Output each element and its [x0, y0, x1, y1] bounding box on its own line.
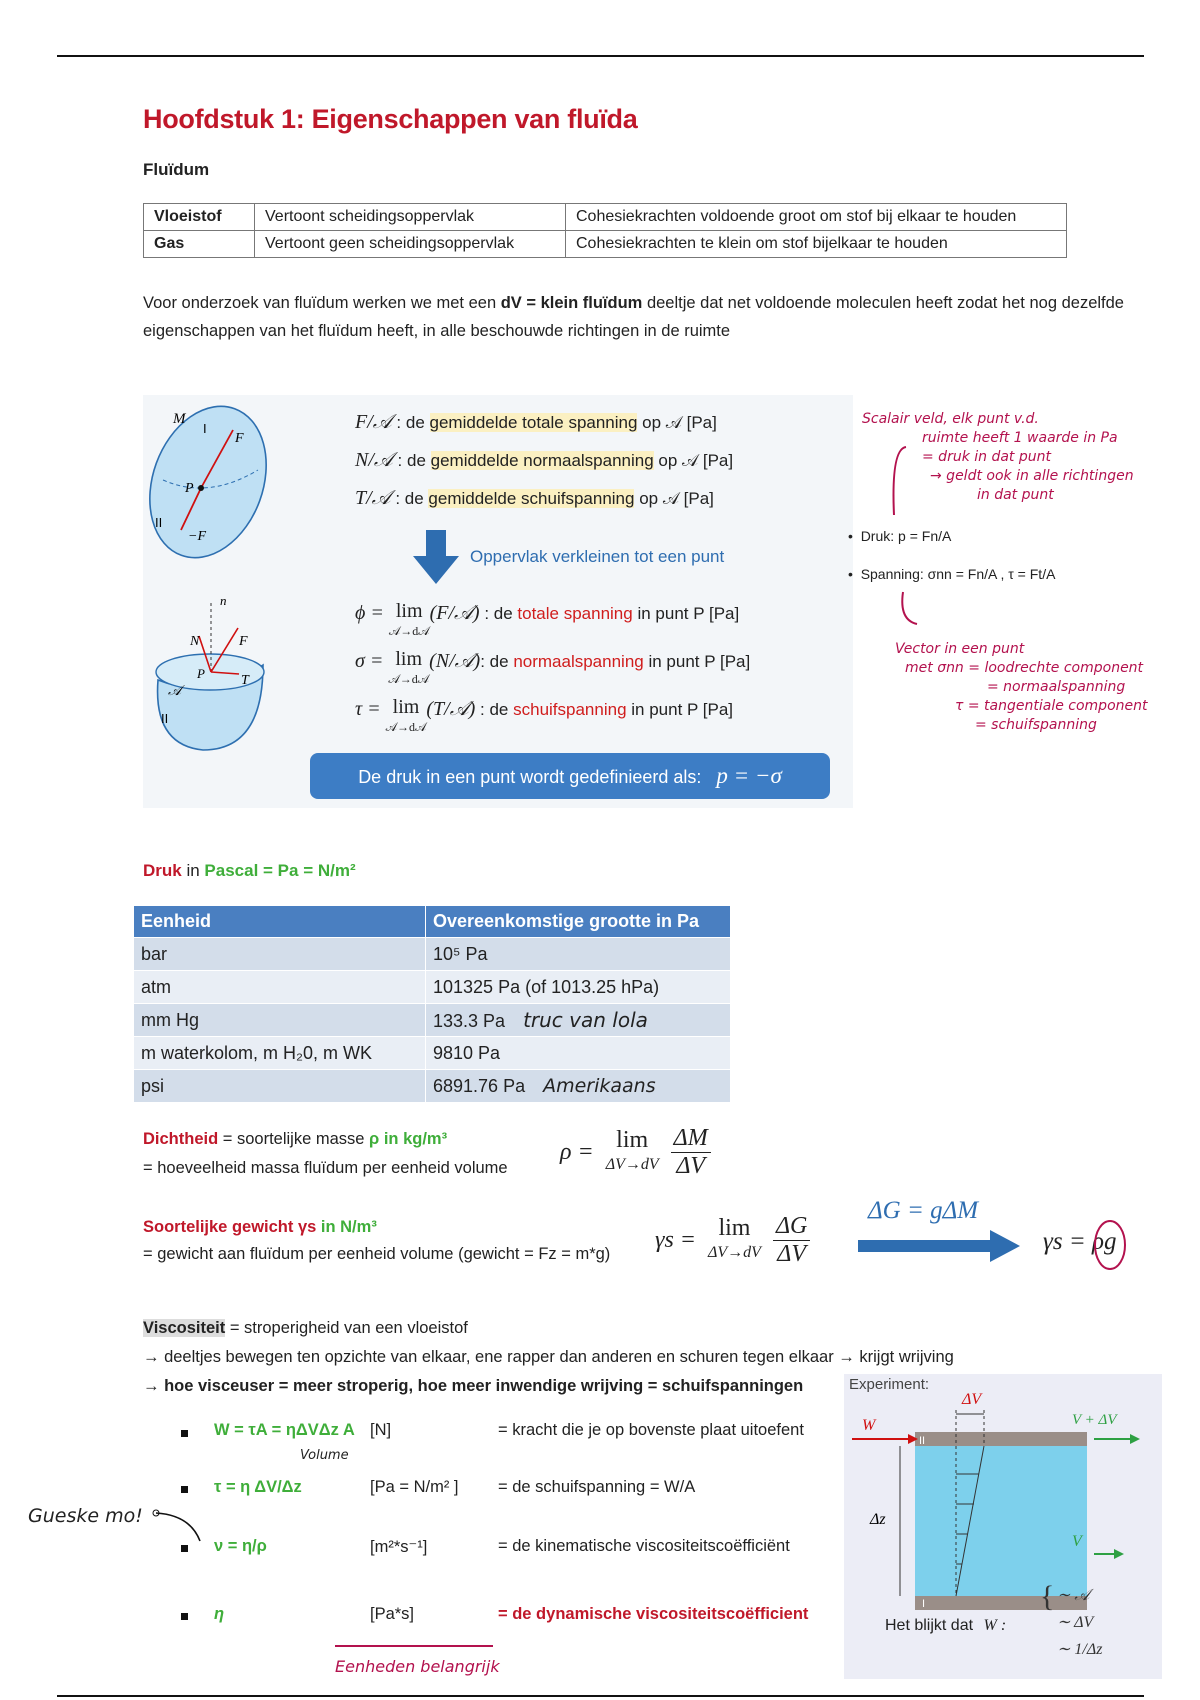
intro-paragraph [143, 289, 1153, 345]
table-cell: Cohesiekrachten te klein om stof bijelkaar te houden [566, 231, 1067, 258]
unit-cell: m waterkolom, m H₂0, m WK [134, 1037, 426, 1070]
label-plate-I: I [922, 1598, 926, 1610]
value-cell [426, 1037, 731, 1070]
unit-cell: bar [134, 938, 426, 971]
handwritten-annotation: truc van lola [523, 1008, 648, 1032]
bullet-icon [181, 1430, 188, 1437]
chapter-title: Hoofdstuk 1: Eigenschappen van fluïda [143, 104, 638, 134]
viscosity-desc-tau: = de schuifspanning = W/A [498, 1478, 696, 1496]
value-text: 101325 Pa (of 1013.25 hPa) [433, 976, 660, 997]
viscosity-desc-nu: = de kinematische viscositeitscoëfficiënt [498, 1537, 790, 1555]
density-formula [560, 1125, 711, 1180]
handwritten-note-vector [895, 640, 1165, 735]
highlight-text: gemiddelde normaalspanning [430, 451, 654, 470]
lim-subscript: ΔV→dV [605, 1156, 659, 1173]
label-minusF: −F [188, 529, 206, 544]
pressure-heading [143, 861, 356, 881]
viscosity-formula-W: W = τA = ηΔVΔz A [214, 1421, 355, 1439]
text: op 𝒜 [Pa] [653, 451, 734, 470]
label-II: II [155, 515, 163, 530]
viscosity-def: = stroperigheid van een vloeistof [225, 1319, 468, 1337]
highlight-text: gemiddelde totale spanning [429, 413, 638, 432]
highlight-text: gemiddelde schuifspanning [428, 489, 635, 508]
formula-symbol: τ = [355, 698, 381, 720]
fluid-table [143, 203, 1067, 258]
fraction-denominator: ΔV [777, 1241, 807, 1267]
red-text: schuifspanning [513, 700, 627, 719]
note-line: Vector in een punt [895, 641, 1025, 657]
note-line: = druk in dat punt [922, 449, 1051, 465]
intro-bold: dV = klein fluïdum [500, 294, 643, 312]
formula-arg: (T/𝒜) [426, 698, 476, 720]
label-M: M [173, 411, 186, 427]
value-cell [426, 1070, 731, 1103]
experiment-conditions [1057, 1582, 1102, 1663]
text: in punt P [Pa] [626, 700, 734, 719]
viscosity-label: Viscositeit [143, 1319, 226, 1337]
value-text: 133.3 Pa [433, 1011, 506, 1031]
text: : de [480, 652, 514, 671]
lim-text: lim [392, 696, 420, 718]
label-plate-II: II [919, 1435, 926, 1447]
density-unit: ρ in kg/m³ [369, 1130, 448, 1148]
intro-text: Voor onderzoek van fluïdum werken we met een [143, 294, 501, 312]
viscosity-formula-tau: τ = η ΔV/Δz [214, 1478, 302, 1496]
value-cell [426, 1004, 731, 1037]
note-line: = schuifspanning [975, 717, 1097, 733]
viscosity-desc-eta: = de dynamische viscositeitscoëfficient [498, 1605, 809, 1623]
note-line: met σnn = loodrechte component [905, 660, 1144, 676]
label-n: n [220, 593, 227, 608]
handwritten-curve [895, 590, 925, 630]
formula-symbol: ϕ = [355, 602, 384, 624]
unit-cell: mm Hg [134, 1004, 426, 1037]
label-II-bottom: II [161, 711, 169, 726]
viscosity-formula-eta: η [214, 1605, 225, 1623]
table-header-row [134, 906, 731, 938]
value-text: 9810 Pa [433, 1042, 501, 1063]
column-header: Eenheid [134, 906, 426, 938]
formula-symbol: F/𝒜 [355, 411, 392, 433]
lim-subscript: ΔV→dV [708, 1244, 761, 1261]
label-W: W [862, 1417, 876, 1434]
viscosity-unit-W: [N] [370, 1421, 392, 1439]
avg-stress-line [355, 411, 717, 434]
bullet-text: Spanning: σnn = Fn/A , τ = Ft/A [860, 566, 1056, 582]
experiment-title: Experiment: [849, 1376, 930, 1393]
lim-text: lim [395, 600, 423, 622]
label-dz: Δz [870, 1511, 886, 1528]
label-F2: F [239, 634, 248, 649]
pressure-definition-banner [310, 753, 830, 799]
handwritten-underline [335, 1643, 495, 1649]
lim-subscript: 𝒜→d𝒜 [385, 720, 427, 734]
value-cell [426, 971, 731, 1004]
label-A: 𝒜 [168, 684, 182, 699]
table-row [144, 231, 1067, 258]
specific-weight-unit: in N/m³ [316, 1218, 377, 1236]
experiment-result-label [885, 1617, 1006, 1635]
text: : de [390, 489, 429, 508]
label-I: I [203, 421, 207, 436]
note-line: in dat punt [977, 487, 1054, 503]
text: : de [475, 700, 514, 719]
formula-lhs: ρ = [560, 1139, 594, 1165]
label-F: F [235, 431, 244, 446]
avg-shear-line [355, 487, 714, 510]
bullet-druk: • Druk: p = Fn/A [848, 528, 952, 544]
label-N: N [190, 634, 200, 649]
label-V: V [1072, 1533, 1082, 1550]
surface-diagram [143, 400, 283, 760]
specific-weight-formula [655, 1213, 810, 1268]
viscosity-desc-W: = kracht die je op bovenste plaat uitoefent [498, 1421, 804, 1439]
limit-normal-stress [355, 650, 750, 688]
specific-weight-result: γs = ρg [1043, 1228, 1117, 1255]
table-row [134, 938, 731, 971]
label-dV: ΔV [962, 1391, 982, 1408]
unit-cell: atm [134, 971, 426, 1004]
label-T: T [241, 673, 249, 688]
fraction-numerator: ΔG [773, 1213, 810, 1241]
value-cell [426, 938, 731, 971]
fraction-denominator: ΔV [676, 1153, 706, 1179]
lim-subscript: 𝒜→d𝒜 [388, 672, 430, 686]
avg-normal-line [355, 449, 733, 472]
right-arrow-icon [858, 1230, 1020, 1262]
pressure-units-table [133, 905, 731, 1103]
text: in punt P [Pa] [643, 652, 751, 671]
density-description: = hoeveelheid massa fluïdum per eenheid volume [143, 1159, 508, 1177]
table-cell: Vertoont geen scheidingsoppervlak [255, 231, 566, 258]
arrow-caption: Oppervlak verkleinen tot een punt [470, 547, 725, 566]
bottom-rule [57, 1695, 1144, 1697]
label-P2: P [197, 666, 205, 681]
text: : de [391, 413, 430, 432]
banner-text: De druk in een punt wordt gedefinieerd als: [358, 767, 702, 787]
value-text: 6891.76 Pa [433, 1076, 526, 1096]
handwritten-pointer [150, 1505, 210, 1545]
handwritten-bracket [886, 445, 916, 520]
formula-symbol: σ = [355, 650, 384, 672]
bullet-icon [181, 1486, 188, 1493]
lim-text: lim [718, 1215, 751, 1241]
lim-text: lim [395, 648, 423, 670]
text: in punt P [Pa] [632, 604, 740, 623]
note-line: Scalair veld, elk punt v.d. [862, 411, 1039, 427]
banner-formula: p = −σ [716, 763, 782, 788]
text: : de [479, 604, 518, 623]
intro-text-end: deeltje dat net voldoende moleculen heeft zodat het nog dezelfde eigenschappen van het fluïdum heeft, in alle beschouwde richtingen in de ruimte [143, 294, 1124, 340]
label-P: P [185, 481, 194, 496]
viscosity-line-2: → deeltjes bewegen ten opzichte van elkaar, ene rapper dan anderen en schuren tegen elkaar → krijgt wrijving [143, 1348, 954, 1366]
label-V-plus-dV: V + ΔV [1072, 1412, 1117, 1428]
note-line: ruimte heeft 1 waarde in Pa [922, 430, 1118, 446]
fraction-numerator: ΔM [671, 1125, 711, 1153]
density-definition [143, 1130, 447, 1149]
density-label: Dichtheid [143, 1130, 219, 1148]
table-cell: Gas [144, 231, 255, 258]
note-line: → geldt ook in alle richtingen [930, 468, 1134, 484]
handwritten-volume: Volume [300, 1448, 349, 1463]
note-line: = normaalspanning [987, 679, 1126, 695]
text: op 𝒜 [Pa] [637, 413, 717, 432]
table-cell: Cohesiekrachten voldoende groot om stof bij elkaar te houden [566, 204, 1067, 231]
condition-item: ∼ ΔV [1057, 1614, 1094, 1631]
table-cell: Vertoont scheidingsoppervlak [255, 204, 566, 231]
in-text: in [181, 861, 205, 880]
red-text: normaalspanning [513, 652, 644, 671]
bullet-icon [181, 1545, 188, 1552]
viscosity-definition [143, 1319, 468, 1338]
bullet-icon [181, 1613, 188, 1620]
column-header: Overeenkomstige grootte in Pa [426, 906, 731, 938]
table-row [144, 204, 1067, 231]
down-arrow-icon [413, 530, 459, 584]
formula-lhs: γs = [655, 1227, 696, 1253]
text: op 𝒜 [Pa] [634, 489, 714, 508]
handwritten-note-left: Gueske mo! [28, 1505, 143, 1527]
handwritten-circle [1092, 1218, 1132, 1278]
formula-symbol: T/𝒜 [355, 487, 391, 509]
lim-text: lim [616, 1127, 649, 1153]
arrow-formula: ΔG = gΔM [868, 1197, 979, 1224]
specific-weight-definition [143, 1218, 377, 1237]
density-mid: = soortelijke masse [218, 1130, 370, 1148]
viscosity-unit-eta: [Pa*s] [370, 1605, 415, 1623]
top-rule [57, 55, 1144, 57]
bullet-spanning: • Spanning: σnn = Fn/A , τ = Ft/A [848, 566, 1056, 582]
formula-symbol: N/𝒜 [355, 449, 393, 471]
condition-item: ∼ 𝒜 [1057, 1587, 1090, 1604]
result-text: Het blijkt dat [885, 1617, 974, 1634]
pascal-unit: Pascal = Pa = N/m² [204, 861, 356, 880]
handwritten-annotation: Amerikaans [543, 1075, 656, 1097]
viscosity-line-3: → hoe visceuser = meer stroperig, hoe meer inwendige wrijving = schuifspanningen [143, 1377, 804, 1395]
druk-label: Druk [143, 861, 182, 880]
condition-item: ∼ 1/Δz [1057, 1641, 1103, 1658]
section-subtitle: Fluïdum [143, 160, 210, 179]
formula-arg: (N/𝒜) [429, 650, 481, 672]
formula-arg: (F/𝒜) [429, 602, 480, 624]
handwritten-note-bottom: Eenheden belangrijk [335, 1657, 500, 1676]
table-row [134, 1004, 731, 1037]
note-line: τ = tangentiale component [955, 698, 1148, 714]
table-row [134, 971, 731, 1004]
viscosity-unit-nu: [m²*s⁻¹] [370, 1538, 428, 1556]
viscosity-unit-tau: [Pa = N/m² ] [370, 1478, 459, 1496]
lim-subscript: 𝒜→d𝒜 [388, 624, 430, 638]
brace-icon: { [1040, 1580, 1055, 1613]
table-row [134, 1037, 731, 1070]
value-text: 10⁵ Pa [433, 943, 488, 964]
bullet-text: Druk: p = Fn/A [860, 528, 952, 544]
red-text: totale spanning [517, 604, 633, 623]
table-row [134, 1070, 731, 1103]
limit-total-stress [355, 602, 739, 640]
result-W: W : [983, 1617, 1007, 1634]
text: : de [392, 451, 431, 470]
table-cell: Vloeistof [144, 204, 255, 231]
unit-cell: psi [134, 1070, 426, 1103]
limit-shear-stress [355, 698, 733, 736]
specific-weight-description: = gewicht aan fluïdum per eenheid volume (gewicht = Fz = m*g) [143, 1245, 611, 1263]
viscosity-formula-nu: ν = η/ρ [214, 1537, 267, 1555]
specific-weight-label: Soortelijke gewicht γs [143, 1218, 317, 1236]
